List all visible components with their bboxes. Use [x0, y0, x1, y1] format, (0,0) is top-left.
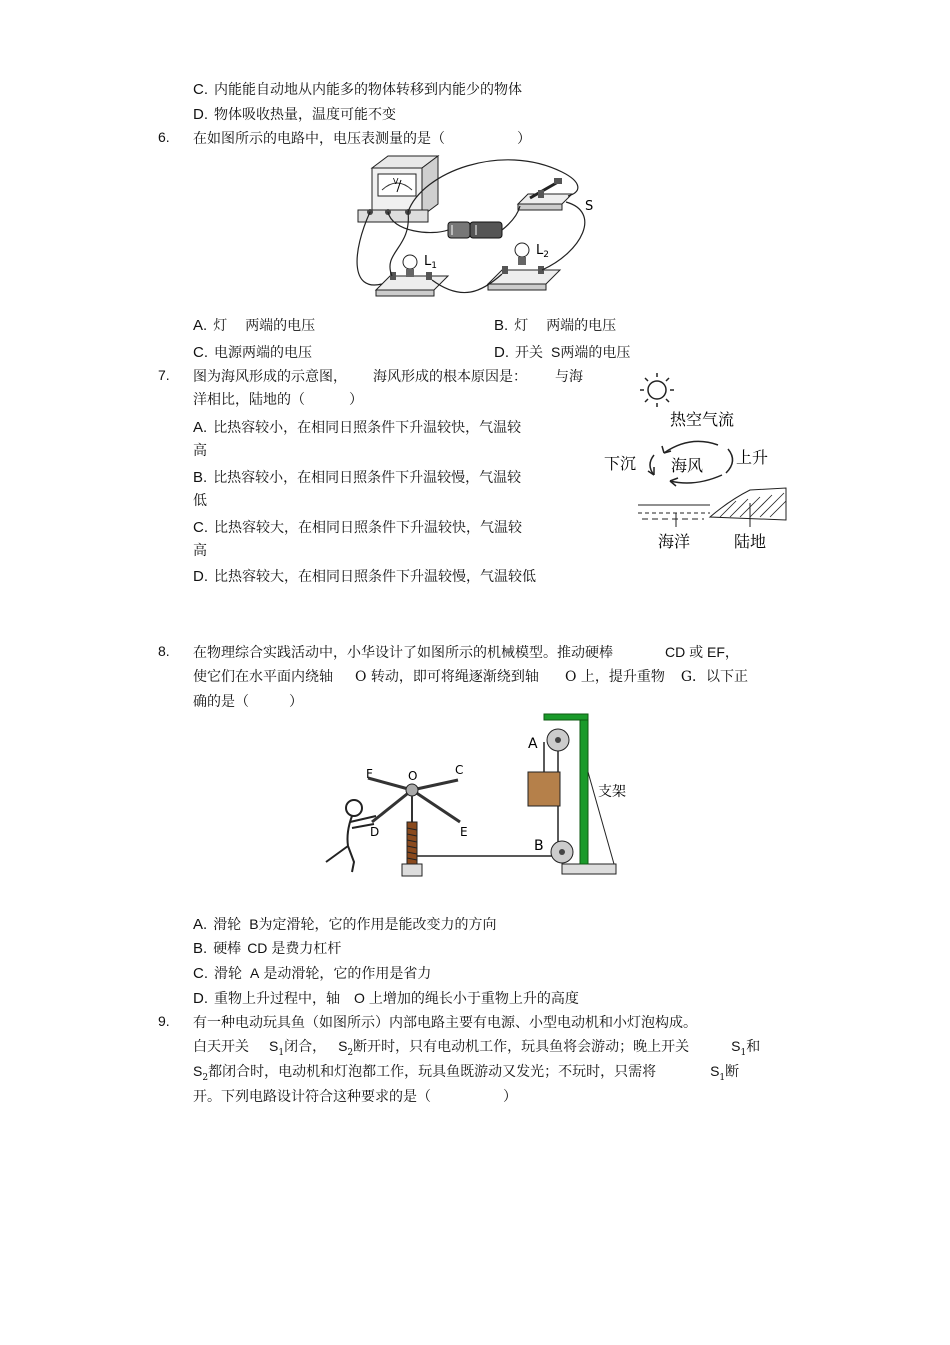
option-text-wrap: 高	[193, 543, 207, 559]
sink-label: 下沉	[604, 454, 637, 473]
q9-stem-line4	[193, 1086, 517, 1106]
option-text-a: 重物上升过程中，轴	[214, 991, 340, 1007]
label-b: B	[534, 838, 544, 854]
q8-stem-part: 使它们在水平面内绕轴	[193, 669, 333, 685]
q8-stem-part: O 转动，即可将绳逐渐绕到轴	[355, 669, 539, 685]
q8-stem-line2	[193, 666, 748, 686]
option-text-c: 是费力杠杆	[271, 941, 342, 957]
q8-stem-part: G．以下正	[680, 669, 749, 685]
option-text-a: 开关	[515, 345, 543, 361]
label-e: E	[460, 825, 468, 839]
q8-stem-part: ）	[289, 694, 303, 710]
q9-stem-part: 断	[725, 1064, 740, 1080]
option-letter: C.	[193, 965, 208, 982]
q9-stem-part: 白天开关	[193, 1039, 249, 1055]
sea-breeze-label: 海风	[671, 456, 704, 475]
q9-stem-line3	[193, 1061, 739, 1083]
label-d: D	[370, 825, 380, 839]
option-text-b: O	[354, 990, 365, 1006]
lamp-l1-label: $L_1$	[424, 254, 437, 271]
q8-option-b[interactable]	[193, 938, 341, 958]
option-letter: C.	[193, 344, 208, 361]
label-f: F	[366, 767, 373, 781]
q7-option-c[interactable]	[193, 516, 522, 563]
option-text: 物体吸收热量，温度可能不变	[214, 107, 396, 123]
axle-o	[406, 784, 418, 796]
option-text: 比热容较大，在相同日照条件下升温较慢，气温较低	[214, 569, 536, 585]
option-text-a: 滑轮	[213, 917, 242, 933]
label-o: O	[408, 769, 418, 783]
option-text-b: S	[551, 344, 561, 360]
option-text: 比热容较大，在相同日照条件下升温较快，气温较	[214, 520, 522, 536]
option-letter: A.	[193, 317, 208, 334]
option-text-b: 两端的电压	[546, 318, 617, 334]
q9-switch: S	[338, 1038, 348, 1054]
switch-icon	[518, 178, 572, 210]
person-icon	[326, 800, 376, 872]
q6-stem-text: 在如图所示的电路中，电压表测量的是（	[193, 131, 445, 147]
q9-switch-sub: 2	[202, 1072, 209, 1083]
option-text-a: 灯	[213, 318, 228, 334]
option-text-b: 两端的电压	[245, 318, 316, 334]
land-sea-ground	[638, 488, 786, 527]
q8-number: 8.	[158, 643, 170, 659]
option-text-a: 滑轮	[214, 966, 242, 982]
q6-option-d[interactable]	[494, 342, 630, 362]
q8-stem-line3	[193, 691, 303, 711]
q9-switch: S	[269, 1038, 279, 1054]
option-text: 电源两端的电压	[214, 345, 312, 361]
q6-option-c[interactable]	[193, 342, 312, 362]
q9-stem-line2	[193, 1036, 760, 1058]
lamp-l1-icon	[376, 255, 448, 296]
q8-stem-line1	[193, 642, 739, 662]
q9-switch-sub: 2	[347, 1047, 354, 1058]
q7-stem-part: 图为海风形成的示意图，	[193, 369, 347, 385]
mechanical-model-figure	[318, 712, 638, 884]
ocean-label: 海洋	[658, 532, 691, 551]
option-letter: D.	[494, 344, 509, 361]
q8-stem-part: O 上，提升重物	[564, 669, 665, 685]
q6-stem-close: ）	[517, 131, 531, 147]
q9-number: 9.	[158, 1013, 170, 1029]
q9-stem-part: 断开时，只有电动机工作，玩具鱼将会游动；晚上开关	[353, 1039, 690, 1055]
option-text: 比热容较小，在相同日照条件下升温较慢，气温较	[213, 470, 522, 486]
q8-stem-part: 在物理综合实践活动中，小华设计了如图所示的机械模型。推动硬棒	[193, 645, 613, 661]
q8-stem-part: CD 或 EF，	[665, 644, 739, 660]
option-text-c: 是动滑轮，它的作用是省力	[263, 966, 432, 982]
q8-option-d[interactable]	[193, 988, 579, 1008]
option-letter: D.	[193, 106, 208, 123]
q9-stem-part: 都闭合时，电动机和灯泡都工作，玩具鱼既游动又发光；不玩时，只需将	[208, 1064, 657, 1080]
q9-stem-line1: 有一种电动玩具鱼（如图所示）内部电路主要有电源、小型电动机和小灯泡构成。	[193, 1015, 697, 1031]
option-text: 内能能自动地从内能多的物体转移到内能少的物体	[214, 82, 522, 98]
option-text-c: 为定滑轮，它的作用是能改变力的方向	[258, 917, 497, 933]
q8-stem-part: 确的是（	[193, 694, 249, 710]
option-text-a: 硬棒	[213, 941, 242, 957]
q9-switch: S	[193, 1063, 203, 1079]
q6-option-b[interactable]	[494, 315, 616, 335]
q8-option-a[interactable]	[193, 914, 497, 934]
lamp-l2-label: $L_2$	[536, 243, 549, 260]
q9-stem-part: 和	[746, 1039, 761, 1055]
q9-switch-sub: 1	[278, 1047, 285, 1058]
option-text-wrap: 低	[193, 493, 207, 509]
q9-stem-part: 闭合，	[284, 1039, 327, 1055]
option-letter: C.	[193, 519, 208, 536]
land-label: 陆地	[734, 532, 767, 551]
q7-stem-line1	[193, 366, 583, 386]
switch-label: S	[585, 199, 594, 214]
option-letter: D.	[193, 990, 208, 1007]
q7-option-d[interactable]	[193, 566, 536, 586]
option-text-a: 灯	[514, 318, 529, 334]
option-text-wrap: 高	[193, 443, 207, 459]
option-text-c: 两端的电压	[560, 345, 631, 361]
q7-option-a[interactable]	[193, 416, 521, 463]
q9-stem-part: ）	[503, 1089, 517, 1105]
label-a: A	[528, 736, 538, 752]
option-letter: A.	[193, 916, 208, 933]
option-letter: B.	[193, 469, 208, 486]
q6-option-a[interactable]	[193, 315, 315, 335]
option-text-b: CD	[247, 940, 268, 956]
q7-number: 7.	[158, 367, 170, 383]
option-letter: C.	[193, 81, 208, 98]
hot-air-label: 热空气流	[670, 410, 735, 429]
q7-stem-part: 洋相比，陆地的（	[193, 392, 305, 408]
option-text-c: 上增加的绳长小于重物上升的高度	[368, 991, 579, 1007]
stand-label: 支架	[598, 784, 626, 800]
circuit-figure	[352, 152, 602, 304]
rise-label: 上升	[736, 448, 769, 467]
battery-icon	[448, 222, 502, 238]
stand-post	[580, 716, 588, 864]
q5-option-d[interactable]	[193, 104, 396, 124]
q7-stem-part: 海风形成的根本原因是：	[373, 369, 527, 385]
q6-number: 6.	[158, 129, 170, 145]
q7-stem-part: 与海	[555, 369, 583, 385]
q9-switch-sub: 1	[719, 1072, 726, 1083]
q7-stem-line2	[193, 389, 363, 409]
option-letter: D.	[193, 568, 208, 585]
option-letter: A.	[193, 419, 208, 436]
q9-stem-part: 开。下列电路设计符合这种要求的是（	[193, 1089, 431, 1105]
q9-switch: S	[710, 1063, 720, 1079]
q7-option-b[interactable]	[193, 466, 521, 513]
option-text-b: A	[250, 965, 260, 981]
option-text: 比热容较小，在相同日照条件下升温较快，气温较	[213, 420, 522, 436]
option-letter: B.	[193, 940, 208, 957]
q5-option-c[interactable]	[193, 79, 522, 99]
q6-stem	[193, 128, 531, 148]
svg-text:V: V	[393, 177, 399, 186]
sea-breeze-figure	[600, 365, 790, 555]
q9-switch: S	[731, 1038, 741, 1054]
weight-g	[528, 772, 560, 806]
option-letter: B.	[494, 317, 509, 334]
q7-stem-part: ）	[349, 392, 363, 408]
q9-switch-sub: 1	[740, 1047, 747, 1058]
sun-icon	[640, 373, 674, 407]
q8-option-c[interactable]	[193, 963, 431, 983]
option-text-b: B	[249, 916, 259, 932]
label-c: C	[455, 763, 464, 777]
